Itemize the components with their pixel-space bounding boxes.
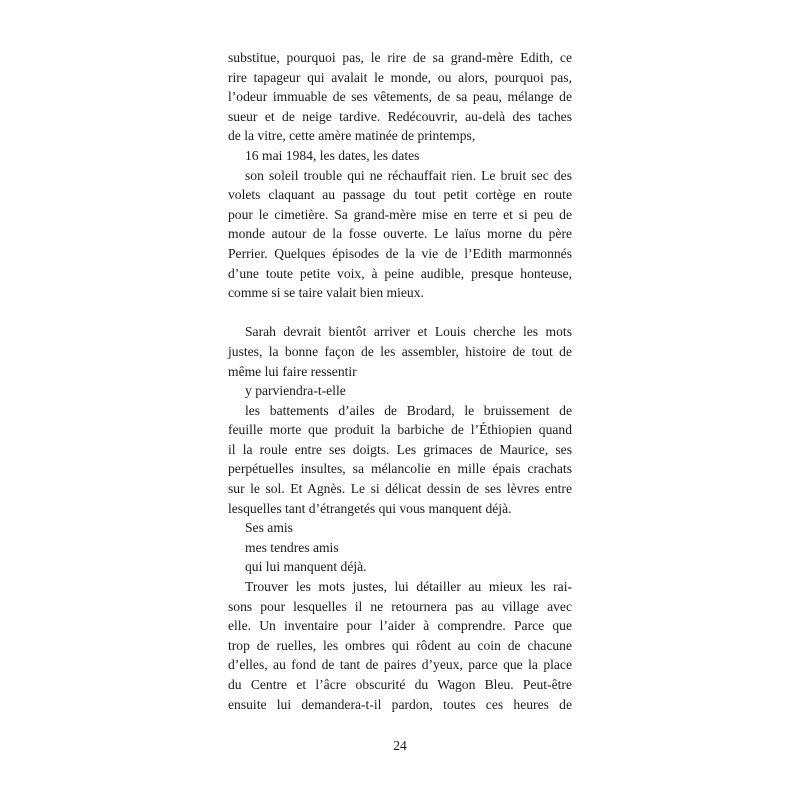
- text-line: y parviendra-t-elle: [245, 383, 346, 399]
- page-number: 24: [393, 738, 407, 753]
- text-line: elle. Un inventaire pour l’aider à comprendre. Parce que: [228, 618, 572, 634]
- text-line: sons pour lesquelles il ne retournera pas au village avec: [228, 598, 572, 614]
- text-line: perpétuelles insultes, sa mélancolie en mille épais crachats: [228, 461, 572, 477]
- paragraph: [228, 518, 572, 538]
- text-line: les battements d’ailes de Brodard, le bruissement de: [245, 402, 572, 418]
- text-line: volets claquant au passage du tout petit cortège en route: [228, 187, 572, 203]
- text-line: même lui faire ressentir: [228, 363, 357, 379]
- text-line: d’elles, au fond de tant de paires d’yeux, parce que la place: [228, 657, 572, 673]
- paragraph: [228, 538, 572, 558]
- text-line: justes, la bonne façon de les assembler, histoire de tout de: [228, 343, 572, 359]
- text-line: de la vitre, cette amère matinée de printemps,: [228, 128, 476, 144]
- text-line: d’une toute petite voix, à peine audible, presque honteuse,: [228, 265, 572, 281]
- text-line: son soleil trouble qui ne réchauffait rien. Le bruit sec des: [245, 167, 572, 183]
- text-line: sueur et de neige tardive. Redécouvrir, au-delà des taches: [228, 108, 572, 124]
- text-line: sur le sol. Et Agnès. Le si délicat dessin de ses lèvres entre: [228, 481, 572, 497]
- body-text: [228, 48, 572, 714]
- text-line: mes tendres amis: [245, 539, 339, 555]
- text-line: Trouver les mots justes, lui détailler au mieux les rai-: [245, 579, 572, 595]
- text-line: du Centre et l’âcre obscurité du Wagon Bleu. Peut-être: [228, 677, 572, 692]
- text-line: l’odeur immuable de ses vêtements, de sa peau, mélange de: [228, 89, 572, 105]
- text-line: Ses amis: [245, 520, 293, 536]
- paragraph: [228, 146, 572, 166]
- text-line: 16 mai 1984, les dates, les dates: [245, 147, 420, 163]
- paragraph: [228, 322, 572, 381]
- text-line: ensuite lui demandera-t-il pardon, toutes ces heures de: [228, 696, 572, 712]
- text-line: Sarah devrait bientôt arriver et Louis cherche les mots: [245, 324, 572, 340]
- paragraph: [228, 48, 572, 146]
- text-line: feuille morte que produit la barbiche de l’Éthiopien quand: [228, 422, 572, 438]
- text-line: qui lui manquent déjà.: [245, 559, 367, 575]
- text-line: il la roule entre ses doigts. Les grimaces de Maurice, ses: [228, 441, 572, 457]
- text-line: pour le cimetière. Sa grand-mère mise en terre et si peu de: [228, 206, 572, 222]
- paragraph: [228, 381, 572, 401]
- paragraph: [228, 577, 572, 714]
- paragraph-gap: [228, 303, 572, 323]
- paragraph: [228, 557, 572, 577]
- text-line: rire tapageur qui avalait le monde, ou alors, pourquoi pas,: [228, 69, 572, 85]
- text-line: comme si se taire valait bien mieux.: [228, 285, 424, 301]
- paragraph: [228, 166, 572, 303]
- text-line: Perrier. Quelques épisodes de la vie de l’Edith marmonnés: [228, 245, 572, 261]
- text-line: substitue, pourquoi pas, le rire de sa grand-mère Edith, ce: [228, 50, 572, 65]
- text-line: lesquelles tant d’étrangetés qui vous manquent déjà.: [228, 500, 512, 516]
- text-line: trop de ruelles, les ombres qui rôdent au coin de chacune: [228, 637, 572, 653]
- text-line: monde autour de la fosse ouverte. Le laïus morne du père: [228, 226, 572, 242]
- paragraph: [228, 401, 572, 519]
